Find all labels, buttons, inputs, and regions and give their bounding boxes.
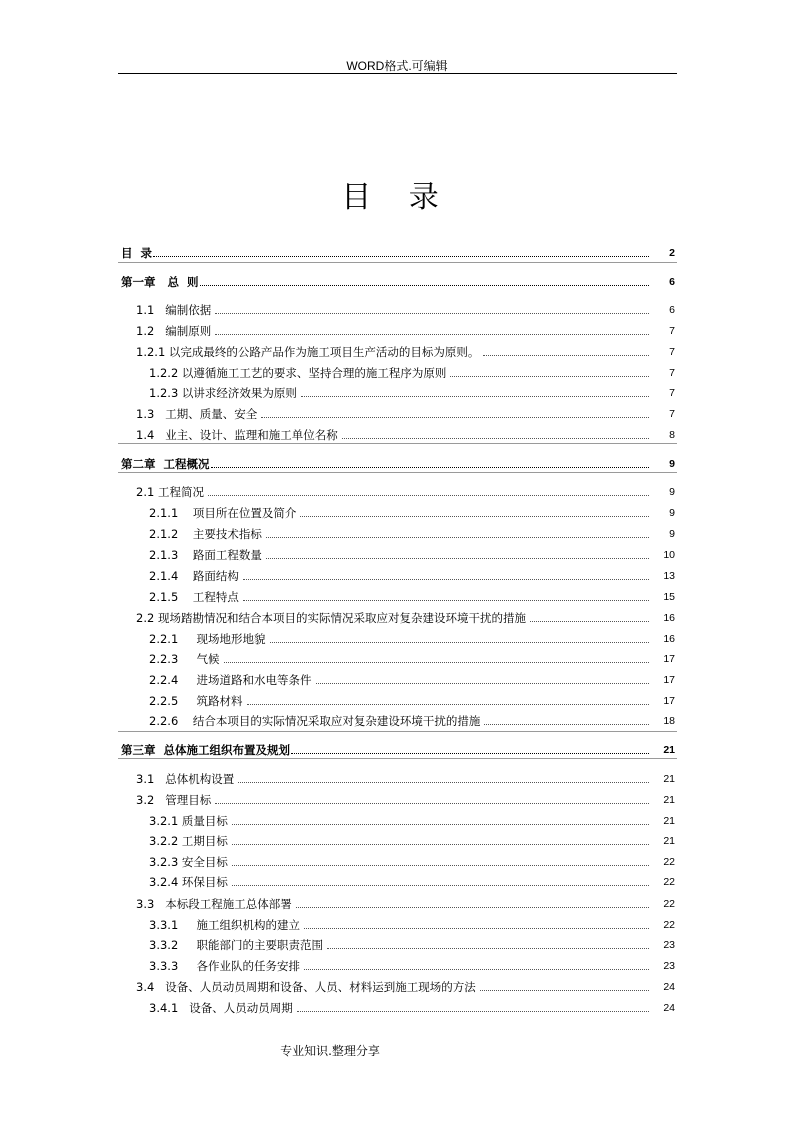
toc-dot-leader [270, 642, 649, 643]
toc-dot-leader [266, 558, 649, 559]
toc-entry-label: 2.2.5 筑路材料 [149, 694, 243, 708]
toc-entry[interactable] [149, 502, 675, 520]
toc-entry-label: 2.1 工程简况 [136, 485, 204, 499]
toc-dot-leader [304, 928, 649, 929]
toc-entry[interactable] [136, 893, 675, 911]
toc-page-number: 21 [663, 744, 675, 756]
toc-entry-label: 1.1 编制依据 [136, 303, 212, 317]
toc-entry[interactable] [149, 710, 675, 728]
toc-page-number: 22 [663, 919, 675, 931]
toc-entry-label: 2.2.4 进场道路和水电等条件 [149, 673, 312, 687]
toc-dot-leader [211, 467, 649, 468]
section-divider [118, 758, 677, 759]
toc-chapter-entry[interactable] [121, 739, 675, 757]
toc-page-number: 17 [663, 653, 675, 665]
toc-entry-label: 3.3 本标段工程施工总体部署 [136, 897, 292, 911]
toc-page-number: 7 [669, 325, 675, 337]
toc-page-number: 15 [663, 591, 675, 603]
toc-page-number: 21 [663, 815, 675, 827]
toc-entry[interactable] [149, 830, 675, 848]
toc-dot-leader [342, 438, 649, 439]
toc-dot-leader [200, 285, 649, 286]
toc-entry-label: 1.2 编制原则 [136, 324, 212, 338]
toc-entry[interactable] [149, 690, 675, 708]
toc-page-number: 21 [663, 773, 675, 785]
toc-entry-label: 3.1 总体机构设置 [136, 772, 235, 786]
toc-entry-label: 目 录 [121, 246, 153, 260]
toc-page-number: 16 [663, 633, 675, 645]
toc-entry-label: 1.2.3 以讲求经济效果为原则 [149, 386, 297, 400]
toc-entry[interactable] [149, 362, 675, 380]
toc-page-number: 10 [663, 549, 675, 561]
toc-entry[interactable] [149, 565, 675, 583]
toc-entry-label: 1.2.2 以遵循施工工艺的要求、坚持合理的施工程序为原则 [149, 366, 447, 380]
toc-dot-leader [224, 662, 649, 663]
toc-page-number: 24 [663, 1002, 675, 1014]
toc-entry-label: 第一章 总 则 [121, 275, 199, 289]
toc-dot-leader [238, 782, 649, 783]
toc-dot-leader [232, 844, 649, 845]
toc-page-number: 6 [669, 304, 675, 316]
toc-page-number: 7 [669, 387, 675, 399]
toc-page-number: 9 [669, 507, 675, 519]
toc-entry[interactable] [149, 382, 675, 400]
toc-page-number: 8 [669, 429, 675, 441]
toc-entry-label: 2.2 现场踏勘情况和结合本项目的实际情况采取应对复杂建设环境干扰的措施 [136, 611, 526, 625]
toc-page-number: 21 [663, 794, 675, 806]
toc-page-number: 23 [663, 939, 675, 951]
toc-dot-leader [266, 537, 649, 538]
toc-entry-label: 2.2.6 结合本项目的实际情况采取应对复杂建设环境干扰的措施 [149, 714, 481, 728]
toc-dot-leader [297, 1011, 649, 1012]
toc-page-number: 22 [663, 856, 675, 868]
toc-entry-label: 2.2.1 现场地形地貌 [149, 632, 266, 646]
toc-chapter-entry[interactable] [121, 453, 675, 471]
toc-page-number: 17 [663, 674, 675, 686]
toc-entry-label: 3.3.3 各作业队的任务安排 [149, 959, 301, 973]
toc-page-number: 7 [669, 408, 675, 420]
toc-entry-label: 3.2.3 安全目标 [149, 855, 228, 869]
toc-page-number: 23 [663, 960, 675, 972]
toc-entry-label: 1.3 工期、质量、安全 [136, 407, 258, 421]
toc-entry[interactable] [136, 341, 675, 359]
toc-entry-label: 3.3.1 施工组织机构的建立 [149, 918, 301, 932]
toc-dot-leader [215, 313, 649, 314]
toc-entry[interactable] [149, 523, 675, 541]
toc-dot-leader [243, 600, 649, 601]
toc-entry[interactable] [136, 481, 675, 499]
toc-entry[interactable] [149, 586, 675, 604]
toc-page-number: 6 [669, 276, 675, 288]
toc-entry-label: 第三章 总体施工组织布置及规划 [121, 743, 291, 757]
toc-entry[interactable] [136, 976, 675, 994]
toc-entry[interactable] [136, 424, 675, 442]
toc-entry[interactable] [149, 871, 675, 889]
toc-entry-label: 3.4 设备、人员动员周期和设备、人员、材料运到施工现场的方法 [136, 980, 476, 994]
toc-dot-leader [232, 885, 649, 886]
toc-chapter-entry[interactable] [121, 242, 675, 260]
toc-dot-leader [215, 334, 649, 335]
toc-dot-leader [243, 579, 649, 580]
toc-entry-label: 2.1.2 主要技术指标 [149, 527, 262, 541]
toc-dot-leader [480, 990, 649, 991]
toc-dot-leader [261, 417, 649, 418]
toc-entry-label: 1.2.1 以完成最终的公路产品作为施工项目生产活动的目标为原则。 [136, 345, 480, 359]
toc-dot-leader [247, 704, 649, 705]
toc-entry[interactable] [136, 320, 675, 338]
toc-entry[interactable] [149, 997, 675, 1015]
toc-dot-leader [301, 396, 649, 397]
toc-page-number: 17 [663, 695, 675, 707]
toc-entry[interactable] [149, 544, 675, 562]
toc-dot-leader [296, 907, 649, 908]
toc-entry[interactable] [149, 955, 675, 973]
section-divider [118, 262, 677, 263]
toc-entry[interactable] [149, 648, 675, 666]
section-divider [118, 443, 677, 444]
toc-dot-leader [291, 753, 649, 754]
toc-entry-label: 2.2.3 气候 [149, 652, 220, 666]
toc-dot-leader [208, 495, 649, 496]
toc-entry[interactable] [136, 789, 675, 807]
toc-page-number: 16 [663, 612, 675, 624]
toc-dot-leader [450, 376, 649, 377]
toc-entry[interactable] [136, 768, 675, 786]
toc-page-number: 9 [669, 528, 675, 540]
toc-page-number: 21 [663, 835, 675, 847]
section-divider [118, 731, 677, 732]
toc-entry-label: 3.2.2 工期目标 [149, 834, 228, 848]
toc-entry-label: 3.2.4 环保目标 [149, 875, 228, 889]
toc-dot-leader [300, 516, 649, 517]
toc-dot-leader [153, 256, 649, 257]
toc-entry[interactable] [149, 628, 675, 646]
toc-entry-label: 2.1.5 工程特点 [149, 590, 239, 604]
toc-entry[interactable] [136, 299, 675, 317]
toc-dot-leader [232, 824, 649, 825]
toc-entry[interactable] [149, 934, 675, 952]
toc-page-number: 2 [669, 247, 675, 259]
toc-page-number: 22 [663, 876, 675, 888]
toc-dot-leader [232, 865, 649, 866]
toc-entry[interactable] [149, 851, 675, 869]
toc-page-number: 18 [663, 715, 675, 727]
toc-chapter-entry[interactable] [121, 271, 675, 289]
toc-page-number: 9 [669, 458, 675, 470]
section-divider [118, 472, 677, 473]
toc-entry[interactable] [149, 669, 675, 687]
page-title: 目 录 [341, 180, 453, 215]
toc-entry-label: 3.4.1 设备、人员动员周期 [149, 1001, 293, 1015]
toc-page-number: 22 [663, 898, 675, 910]
toc-dot-leader [483, 355, 649, 356]
page-header: WORD格式.可编辑 [346, 59, 448, 73]
toc-page-number: 7 [669, 367, 675, 379]
toc-entry-label: 3.3.2 职能部门的主要职责范围 [149, 938, 324, 952]
toc-dot-leader [530, 621, 649, 622]
toc-entry-label: 1.4 业主、设计、监理和施工单位名称 [136, 428, 338, 442]
toc-entry[interactable] [149, 914, 675, 932]
toc-dot-leader [316, 683, 649, 684]
toc-entry-label: 3.2.1 质量目标 [149, 814, 228, 828]
toc-page-number: 24 [663, 981, 675, 993]
page-footer: 专业知识.整理分享 [280, 1044, 380, 1058]
toc-entry-label: 2.1.1 项目所在位置及简介 [149, 506, 297, 520]
toc-dot-leader [327, 948, 649, 949]
toc-page-number: 9 [669, 486, 675, 498]
toc-dot-leader [215, 803, 649, 804]
toc-entry-label: 第二章 工程概况 [121, 457, 210, 471]
toc-entry[interactable] [136, 607, 675, 625]
toc-dot-leader [304, 969, 649, 970]
toc-entry[interactable] [136, 403, 675, 421]
toc-page-number: 7 [669, 346, 675, 358]
toc-entry-label: 2.1.4 路面结构 [149, 569, 239, 583]
toc-page-number: 13 [663, 570, 675, 582]
toc-entry-label: 3.2 管理目标 [136, 793, 212, 807]
toc-dot-leader [484, 724, 649, 725]
toc-entry[interactable] [149, 810, 675, 828]
toc-entry-label: 2.1.3 路面工程数量 [149, 548, 262, 562]
